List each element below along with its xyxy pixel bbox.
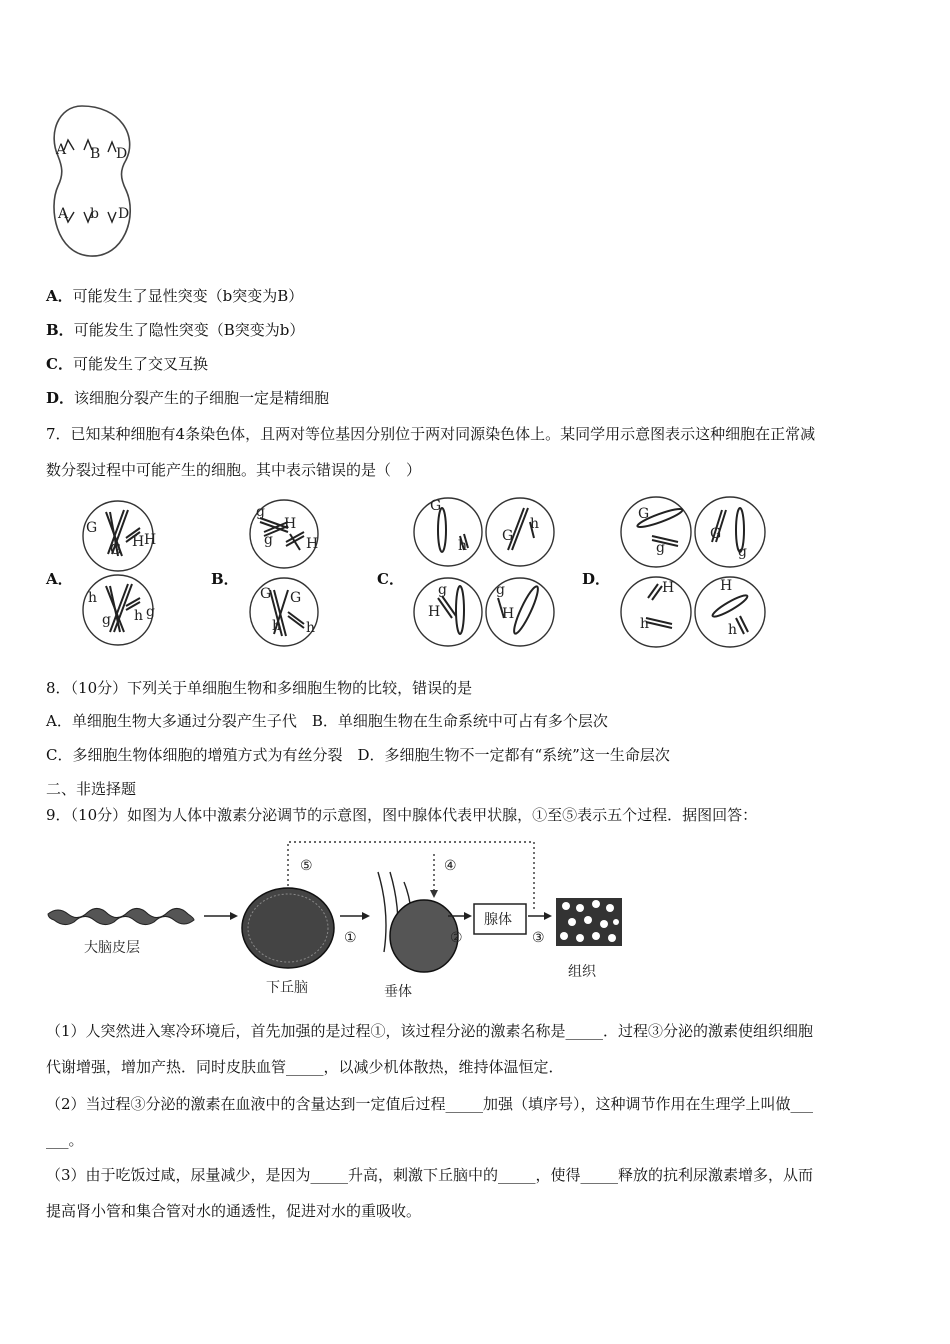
q8-options-row2: C．多细胞生物体细胞的增殖方式为有丝分裂 D．多细胞生物不一定都有“系统”这一生命层次 <box>46 746 670 764</box>
gene-label: H <box>284 516 297 532</box>
gland-label: 腺体 <box>484 912 512 928</box>
cell-circle <box>621 497 691 567</box>
q9-sub2-line1: （2）当过程③分泌的激素在血液中的含量达到一定值后过程_____加强（填序号），这种调节作用在生理学上叫做___ <box>46 1095 814 1113</box>
gene-label: H <box>144 532 157 548</box>
gene-label: G <box>638 506 650 522</box>
q7-choice-d-label: D． <box>582 570 611 588</box>
q7-option-a-figure <box>78 498 160 650</box>
q7-choice-a-label: A． <box>46 570 73 588</box>
gene-label: G <box>430 498 442 514</box>
gene-label: G <box>290 590 302 606</box>
q9-stem: 9．（10分）如图为人体中激素分泌调节的示意图，图中腺体代表甲状腺，①至⑤表示五个过程．据图回答： <box>46 806 758 824</box>
gene-label: H <box>662 580 675 596</box>
gene-label: G <box>710 526 722 542</box>
gene-label: g <box>146 604 155 620</box>
q6-gene-label: b <box>90 206 99 222</box>
q7-stem-line1: 7．已知某种细胞有4条染色体，且两对等位基因分别位于两对同源染色体上。某同学用示意图表示这种细胞在正常减 <box>46 425 816 443</box>
q6-option-d: D．该细胞分裂产生的子细胞一定是精细胞 <box>46 389 330 407</box>
process-5-label: ⑤ <box>300 858 313 874</box>
q7-option-c-figure <box>412 494 556 650</box>
q6-gene-label: D <box>116 146 128 162</box>
process-1-label: ① <box>344 930 357 946</box>
process-2-label: ② <box>450 930 463 946</box>
hypothalamus-shape <box>242 888 334 968</box>
section-heading: 二、非选择题 <box>46 780 137 798</box>
gene-label: h <box>134 608 144 624</box>
gene-label: H <box>428 604 441 620</box>
gene-label: G <box>110 542 122 558</box>
gene-label: H <box>720 578 733 594</box>
q7-choice-b-label: B． <box>211 570 239 588</box>
q6-gene-label: D <box>118 206 130 222</box>
gene-label: g <box>102 612 111 628</box>
q6-option-c: C．可能发生了交叉互换 <box>46 355 208 373</box>
gene-label: h <box>272 618 282 634</box>
gene-label: g <box>256 504 265 520</box>
q6-gene-label: A <box>56 142 67 158</box>
cerebral-cortex-shape <box>48 908 194 924</box>
q9-sub1-line2: 代谢增强，增加产热．同时皮肤血管_____，以减少机体散热，维持体温恒定． <box>46 1058 564 1076</box>
q8-stem: 8．（10分）下列关于单细胞生物和多细胞生物的比较，错误的是 <box>46 679 473 697</box>
cell-circle <box>414 498 482 566</box>
gene-label: G <box>260 586 272 602</box>
q9-sub3-line2: 提高肾小管和集合管对水的通透性，促进对水的重吸收。 <box>46 1202 422 1220</box>
process-3-label: ③ <box>532 930 545 946</box>
gene-label: g <box>738 544 747 560</box>
gene-label: G <box>502 528 514 544</box>
gene-label: g <box>264 532 273 548</box>
gene-label: h <box>728 622 738 638</box>
hypothalamus-label: 下丘脑 <box>266 980 308 996</box>
q8-options-row1: A．单细胞生物大多通过分裂产生子代 B．单细胞生物在生命系统中可占有多个层次 <box>46 712 608 730</box>
gene-label: h <box>530 516 540 532</box>
gene-label: H <box>306 536 319 552</box>
tissue-shape <box>556 898 622 946</box>
q9-hormone-diagram <box>44 832 644 1002</box>
q6-gene-label: B <box>90 146 101 162</box>
dividing-cell-outline <box>54 106 130 256</box>
gene-label: h <box>306 620 316 636</box>
process-4-label: ④ <box>444 858 457 874</box>
pituitary-label: 垂体 <box>384 984 412 1000</box>
cell-circle <box>695 497 765 567</box>
q7-stem-line2: 数分裂过程中可能产生的细胞。其中表示错误的是（ ） <box>46 461 422 479</box>
gene-label: G <box>86 520 98 536</box>
gene-label: H <box>132 534 145 550</box>
gene-label: g <box>496 582 505 598</box>
q6-option-b: B．可能发生了隐性突变（B突变为b） <box>46 321 305 339</box>
q9-sub2-line2: ___。 <box>46 1131 84 1149</box>
q7-choice-c-label: C． <box>377 570 404 588</box>
gene-label: h <box>640 616 650 632</box>
q6-cell-figure <box>50 104 140 260</box>
q6-gene-label: A <box>58 206 69 222</box>
tissue-label: 组织 <box>568 964 596 980</box>
pituitary-shape <box>390 900 458 972</box>
q9-sub1-line1: （1）人突然进入寒冷环境后，首先加强的是过程①，该过程分泌的激素名称是_____．过程③分泌的激素使组织细胞 <box>46 1022 814 1040</box>
q7-option-b-figure <box>244 498 326 650</box>
q7-option-d-figure <box>618 494 768 650</box>
cell-circle <box>486 498 554 566</box>
gene-label: h <box>88 590 98 606</box>
q9-sub3-line1: （3）由于吃饭过咸，尿量减少，是因为_____升高，刺激下丘脑中的_____，使得_____释放的抗利尿激素增多，从而 <box>46 1166 814 1184</box>
gene-label: g <box>438 582 447 598</box>
cortex-label: 大脑皮层 <box>84 940 140 956</box>
gene-label: h <box>458 538 468 554</box>
gene-label: H <box>502 606 515 622</box>
q6-option-a: A．可能发生了显性突变（b突变为B） <box>46 287 304 305</box>
gene-label: g <box>656 540 665 556</box>
